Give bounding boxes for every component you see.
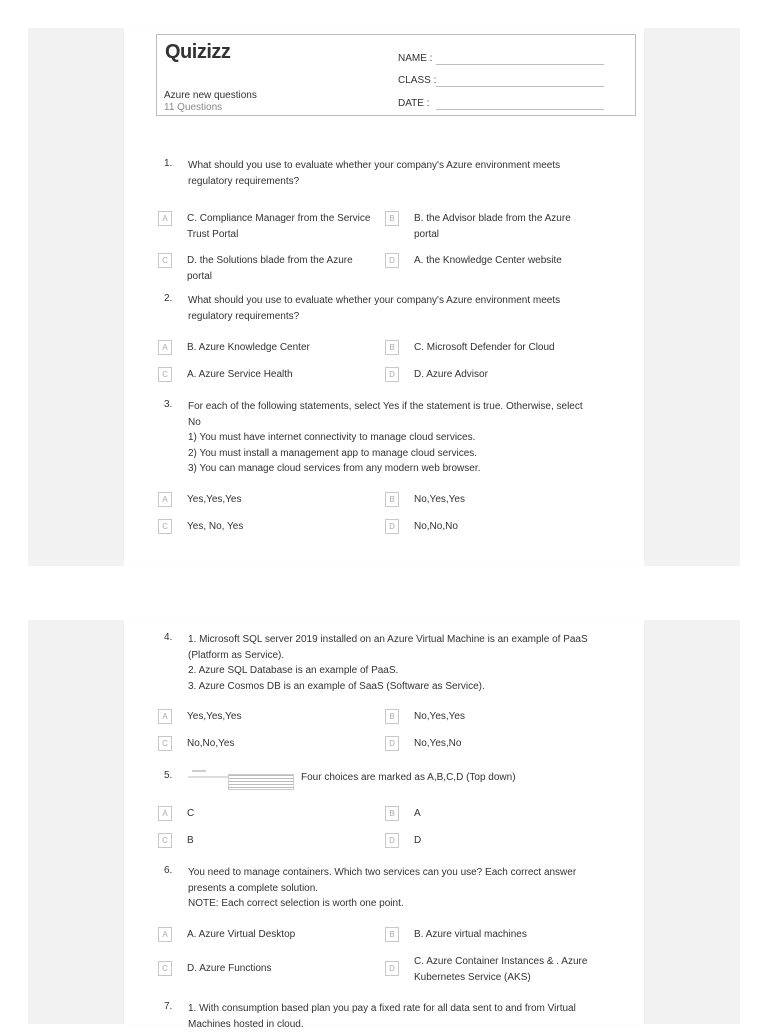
question-number: 6. xyxy=(164,865,172,876)
worksheet-page-1 xyxy=(124,28,644,566)
option-label: No,Yes,No xyxy=(414,736,609,752)
question-number: 1. xyxy=(164,158,172,169)
date-field xyxy=(398,98,429,109)
question-line: NOTE: Each correct selection is worth one point. xyxy=(188,896,618,912)
option-label: B xyxy=(187,833,382,849)
option-label: A. Azure Virtual Desktop xyxy=(187,927,382,943)
option-label xyxy=(414,211,609,242)
option-letter-box[interactable]: A xyxy=(158,806,172,821)
class-input-line[interactable] xyxy=(436,86,604,87)
option-label: B. Azure virtual machines xyxy=(414,927,609,943)
option-line: B. the Advisor blade from the Azure xyxy=(414,211,609,227)
name-label: NAME : xyxy=(398,53,432,64)
option-line: C. Compliance Manager from the Service xyxy=(187,211,382,227)
option-label: D. Azure Functions xyxy=(187,961,382,977)
question-number: 4. xyxy=(164,632,172,643)
question-image-thumbnail xyxy=(188,770,292,788)
class-label: CLASS : xyxy=(398,75,436,86)
worksheet-header xyxy=(156,34,636,116)
question-line: For each of the following statements, select Yes if the statement is true. Otherwise, select xyxy=(188,399,618,415)
question-line: 2) You must install a management app to manage cloud services. xyxy=(188,446,618,462)
question-line: regulatory requirements? xyxy=(188,174,618,190)
option-letter-box[interactable]: A xyxy=(158,709,172,724)
option-letter-box[interactable]: C xyxy=(158,367,172,382)
option-label xyxy=(414,253,609,269)
option-letter-box[interactable]: C xyxy=(158,736,172,751)
option-letter-box[interactable]: B xyxy=(385,927,399,942)
option-label: No,Yes,Yes xyxy=(414,709,609,725)
date-input-line[interactable] xyxy=(436,109,604,110)
option-label: No,No,Yes xyxy=(187,736,382,752)
option-letter-box[interactable]: A xyxy=(158,211,172,226)
name-field xyxy=(398,53,432,64)
option-letter-box[interactable]: D xyxy=(385,253,399,268)
option-label: C xyxy=(187,806,382,822)
option-letter-box[interactable]: C xyxy=(158,253,172,268)
question-line: 3. Azure Cosmos DB is an example of SaaS (Software as Service). xyxy=(188,679,618,695)
question-line: 1. With consumption based plan you pay a fixed rate for all data sent to and from Virtual xyxy=(188,1001,618,1017)
option-letter-box[interactable]: D xyxy=(385,736,399,751)
option-label: D xyxy=(414,833,609,849)
question-line: Four choices are marked as A,B,C,D (Top down) xyxy=(301,770,601,786)
question-text xyxy=(188,632,618,694)
option-label xyxy=(414,954,609,985)
option-label: Yes,Yes,Yes xyxy=(187,492,382,508)
option-letter-box[interactable]: A xyxy=(158,927,172,942)
option-line: C. Azure Container Instances & . Azure xyxy=(414,954,609,970)
option-letter-box[interactable]: C xyxy=(158,833,172,848)
name-input-line[interactable] xyxy=(436,64,604,65)
option-letter-box[interactable]: B xyxy=(385,340,399,355)
date-label: DATE : xyxy=(398,98,429,109)
question-text xyxy=(188,1001,618,1032)
option-letter-box[interactable]: C xyxy=(158,961,172,976)
option-label xyxy=(187,211,382,242)
option-label: A. Azure Service Health xyxy=(187,367,382,383)
option-label xyxy=(187,253,382,284)
option-line: portal xyxy=(187,269,382,285)
option-label: C. Microsoft Defender for Cloud xyxy=(414,340,609,356)
question-line: Machines hosted in cloud. xyxy=(188,1017,618,1032)
question-line: What should you use to evaluate whether your company's Azure environment meets xyxy=(188,293,618,309)
option-label: No,No,No xyxy=(414,519,609,535)
question-line: 3) You can manage cloud services from any modern web browser. xyxy=(188,461,618,477)
option-letter-box[interactable]: C xyxy=(158,519,172,534)
quizizz-logo: Quizizz xyxy=(165,41,230,64)
question-text xyxy=(188,158,618,189)
question-line: What should you use to evaluate whether your company's Azure environment meets xyxy=(188,158,618,174)
question-number: 5. xyxy=(164,770,172,781)
question-line: No xyxy=(188,415,618,431)
option-letter-box[interactable]: B xyxy=(385,806,399,821)
option-letter-box[interactable]: D xyxy=(385,833,399,848)
question-number: 3. xyxy=(164,399,172,410)
option-label: No,Yes,Yes xyxy=(414,492,609,508)
option-label: A xyxy=(414,806,609,822)
question-line: 1) You must have internet connectivity to manage cloud services. xyxy=(188,430,618,446)
option-letter-box[interactable]: B xyxy=(385,211,399,226)
option-label: Yes,Yes,Yes xyxy=(187,709,382,725)
option-letter-box[interactable]: D xyxy=(385,519,399,534)
option-letter-box[interactable]: A xyxy=(158,340,172,355)
option-letter-box[interactable]: B xyxy=(385,709,399,724)
question-text xyxy=(188,399,618,477)
option-line: D. the Solutions blade from the Azure xyxy=(187,253,382,269)
quiz-title: Azure new questions xyxy=(164,90,257,101)
class-field xyxy=(398,75,436,86)
option-line: Kubernetes Service (AKS) xyxy=(414,970,609,986)
quiz-question-count: 11 Questions xyxy=(164,102,222,113)
question-number: 2. xyxy=(164,293,172,304)
option-letter-box[interactable]: D xyxy=(385,367,399,382)
question-text xyxy=(188,293,618,324)
question-line: regulatory requirements? xyxy=(188,309,618,325)
question-line: 2. Azure SQL Database is an example of PaaS. xyxy=(188,663,618,679)
question-text xyxy=(188,865,618,912)
option-label: Yes, No, Yes xyxy=(187,519,382,535)
question-number: 7. xyxy=(164,1001,172,1012)
option-letter-box[interactable]: B xyxy=(385,492,399,507)
question-line: 1. Microsoft SQL server 2019 installed on an Azure Virtual Machine is an example of PaaS xyxy=(188,632,618,648)
question-line: (Platform as Service). xyxy=(188,648,618,664)
option-line: portal xyxy=(414,227,609,243)
question-text xyxy=(301,770,601,786)
worksheet-page-2 xyxy=(124,620,644,1024)
option-line: A. the Knowledge Center website xyxy=(414,253,609,269)
option-label: D. Azure Advisor xyxy=(414,367,609,383)
question-line: presents a complete solution. xyxy=(188,881,618,897)
option-letter-box[interactable]: D xyxy=(385,961,399,976)
option-label: B. Azure Knowledge Center xyxy=(187,340,382,356)
option-line: Trust Portal xyxy=(187,227,382,243)
question-line: You need to manage containers. Which two services can you use? Each correct answer xyxy=(188,865,618,881)
option-letter-box[interactable]: A xyxy=(158,492,172,507)
